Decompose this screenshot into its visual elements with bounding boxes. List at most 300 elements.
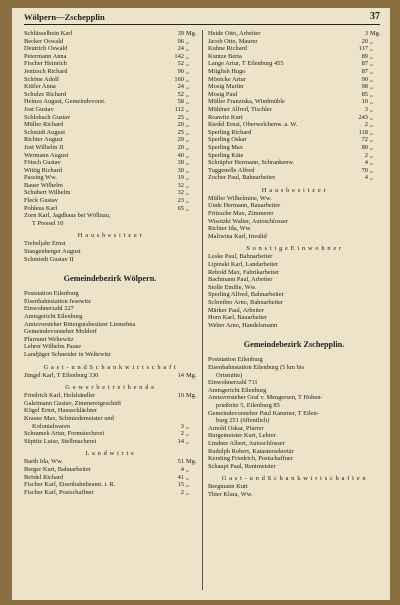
entry-area: 32 (177, 189, 184, 197)
entry-row (24, 290, 196, 298)
entry-name: Wermann August (24, 151, 69, 159)
entry-row (208, 322, 380, 330)
entry-name: Schaupt Paul, Rentmeister (208, 462, 276, 470)
entry-area: 52 (177, 60, 184, 68)
entry-name: Wittig Richard (24, 166, 62, 174)
entry-unit: „ (186, 83, 189, 91)
entry-name: Rudolph Robert, Katastersekretär (208, 447, 294, 455)
running-header (24, 12, 380, 25)
entry-row (24, 240, 196, 248)
entry-name: Pohleus Karl (24, 204, 58, 212)
entry-row (208, 425, 380, 433)
entry-area: 80 (361, 143, 368, 151)
entry-area: 24 (177, 45, 184, 53)
entry-row (208, 394, 380, 402)
entry-row (24, 106, 196, 114)
entry-unit: „ (186, 174, 189, 182)
entry-row (24, 481, 196, 489)
entry-row (208, 233, 380, 241)
entry-row (24, 60, 196, 68)
district-title-zschepplin: Gemeindebezirk Zschepplin. (243, 340, 345, 350)
entry-row (208, 218, 380, 226)
entry-name: Barth Ida, Ww. (24, 458, 63, 466)
entry-name: Kuhne Richard (208, 45, 247, 53)
entry-row (208, 174, 380, 182)
district-info-list (208, 356, 380, 470)
entry-name: Zorn Karl, Jagdhaus bei Wöllnau, (24, 212, 111, 220)
entry-unit: „ (370, 159, 373, 167)
entry-unit: „ (186, 166, 189, 174)
entry-area: 4 (180, 465, 184, 473)
entry-name: Süptitz Luise, Stellmacherei (24, 437, 97, 445)
entry-row (208, 253, 380, 261)
entry-name: Wisotzki Walter, Autoschlosser (208, 217, 288, 225)
entry-name: Lehrer Wilhelm Pause (24, 343, 82, 351)
entry-area: 90 (177, 67, 184, 75)
entry-row (208, 202, 380, 210)
entry-row (24, 167, 196, 175)
entry-name: Schramek Artur, Formstecherei (24, 430, 105, 438)
entry-area: 243 (358, 113, 368, 121)
entry-name: Mönicke Artur (208, 75, 246, 83)
entry-row (24, 91, 196, 99)
entry-row (24, 458, 196, 466)
entry-row (24, 415, 196, 423)
entry-area: 58 (177, 98, 184, 106)
entry-row (208, 91, 380, 99)
book-page (12, 8, 390, 600)
entry-name: Richter August (24, 136, 63, 144)
entry-name: Stolle Emilie, Ww. (208, 283, 257, 291)
entry-name: Horn Karl, Bauarbeiter (208, 314, 268, 322)
entry-name: Märker Paul, Arbeiter (208, 306, 264, 314)
entry-name: Schlüsselbein Karl (24, 30, 73, 37)
entry-name: Krause Max, Schmiedemeister und (24, 414, 114, 422)
entry-name: Kuntze Berta (208, 52, 242, 60)
entry-unit: „ (370, 113, 373, 121)
entry-unit: „ (186, 136, 189, 144)
entry-name: Sperling Richard (208, 128, 252, 136)
entry-area: 15 (177, 481, 184, 489)
entry-name: Fötsch Gustav (24, 159, 61, 167)
entry-row (24, 248, 196, 256)
landowner-list (208, 30, 380, 182)
entry-row (24, 205, 196, 213)
entry-row (24, 220, 196, 228)
entry-row (208, 410, 380, 418)
entry-name: Thier Klara, Ww. (208, 490, 253, 498)
entry-unit: „ (186, 481, 189, 489)
entry-name: Mosig Martin (208, 83, 244, 91)
entry-name: Galeimann Gustav, Zimmereigeschäft (24, 399, 122, 407)
entry-row (24, 121, 196, 129)
entry-row (24, 136, 196, 144)
entry-row (208, 417, 380, 425)
entry-unit: „ (370, 67, 373, 75)
entry-name: Bergmann Kurt (208, 483, 248, 491)
entry-name: Gemeindevorsteher Moldorf (24, 328, 97, 336)
entry-row (208, 483, 380, 491)
entry-row (208, 30, 380, 38)
entry-unit: „ (370, 90, 373, 98)
entry-area: 20 (361, 37, 368, 45)
entry-name: Sperling Oskar (208, 136, 247, 144)
district-info-list (24, 290, 196, 358)
entry-unit: „ (186, 204, 189, 212)
entry-area: 30 (177, 166, 184, 174)
entry-name: Brödel Richard (24, 473, 64, 481)
entry-row (24, 159, 196, 167)
entry-area: 4 (364, 174, 368, 182)
entry-name: Jost Wilhelm II (24, 143, 64, 151)
gewerbe-list (24, 392, 196, 445)
entry-area: 30 (177, 159, 184, 167)
entry-name: Heinze August, Gemeindevorst. (24, 98, 106, 106)
entry-name: Ortsmitte) (216, 371, 243, 379)
entry-name: Maliwina Karl, Invalid (208, 232, 267, 240)
entry-name: Jacob Otto, Maurer (208, 37, 258, 45)
entry-area: 2 (364, 151, 368, 159)
entry-row (208, 53, 380, 61)
section-heading-sonstige-einwohner: S o n s t i g e E i n w o h n e r (246, 245, 342, 253)
entry-row (24, 474, 196, 482)
district-title-woelpern: Gemeindebezirk Wölpern. (63, 274, 157, 284)
entry-name: Fischer Heinrich (24, 60, 67, 68)
entry-row (208, 114, 380, 122)
section-heading-gastwirtschaften: G a s t - u n d S c h a n k w i r t s c h a f t e n (221, 475, 367, 483)
landowner-list (24, 30, 196, 227)
entry-unit: „ (370, 174, 373, 182)
entry-row (208, 299, 380, 307)
entry-area: 24 (177, 83, 184, 91)
entry-row (24, 438, 196, 446)
entry-name: Einwohnerzahl 227 (24, 305, 74, 313)
entry-unit: „ (370, 98, 373, 106)
entry-name: Kolonialwaren (32, 422, 70, 430)
entry-name: Tuggenelle Alfred (208, 166, 255, 174)
entry-name: Schlobach Gustav (24, 113, 71, 121)
entry-row (24, 298, 196, 306)
entry-row (208, 432, 380, 440)
entry-row (24, 144, 196, 152)
entry-row (24, 212, 196, 220)
entry-row (24, 489, 196, 497)
section-heading-gewerbetreibende: G e w e r b e t r e i b e n d e (65, 384, 155, 392)
entry-row (208, 225, 380, 233)
entry-name: Schubert Wilhelm (24, 189, 71, 197)
entry-row (208, 491, 380, 499)
entry-name: Trebeljahr Ernst (24, 240, 66, 248)
entry-area: 85 (361, 90, 368, 98)
entry-row (208, 38, 380, 46)
entry-area: 87 (361, 60, 368, 68)
entry-row (208, 98, 380, 106)
entry-row (24, 129, 196, 137)
entry-row (208, 152, 380, 160)
entry-name: Amtsgericht Eilenburg (24, 313, 83, 320)
entry-name: prießnitz 5, Eilenburg 85 (216, 401, 280, 409)
entry-unit: „ (370, 151, 373, 159)
entry-unit: „ (186, 67, 189, 75)
entry-row (208, 379, 380, 387)
entry-row (208, 129, 380, 137)
entry-row (208, 195, 380, 203)
section-heading-hausbesitzer: H a u s b e s i t z e r (261, 186, 327, 194)
entry-name: Fritzsche Max, Zimmerer (208, 210, 274, 218)
entry-unit: „ (186, 37, 189, 45)
section-heading-landwirte: L a n d w i r t e (85, 450, 135, 458)
entry-row (24, 328, 196, 336)
entry-row (208, 463, 380, 471)
entry-row (24, 430, 196, 438)
entry-name: Riedel Ernst, Oberwelchenw. a. W. (208, 121, 298, 129)
entry-row (24, 407, 196, 415)
entry-row (208, 387, 380, 395)
entry-unit: „ (186, 75, 189, 83)
entry-row (208, 136, 380, 144)
entry-name: Leske Paul, Bahnarbeiter (208, 253, 273, 261)
entry-name: Berger Kurt, Bahnarbeiter (24, 465, 91, 473)
entry-unit: „ (186, 143, 189, 151)
entry-row (24, 53, 196, 61)
entry-row (208, 68, 380, 76)
entry-area: 2 (180, 488, 184, 496)
entry-name: Poststation Eilenburg (24, 290, 79, 298)
entry-name: Sperling Max (208, 143, 243, 151)
entry-name: Kögel Ernst, Hausschlächter (24, 407, 97, 415)
entry-row (24, 351, 196, 359)
entry-row (208, 364, 380, 372)
entry-name: Arnold Oskar, Pfarrer (208, 424, 264, 432)
entry-row (24, 45, 196, 53)
entry-name: Weber Arno, Handelsmann (208, 321, 278, 329)
entry-row (208, 159, 380, 167)
entry-unit: „ (370, 37, 373, 45)
landwirte-list (24, 458, 196, 496)
entry-name: Becker Oswald (24, 37, 64, 45)
entry-row (208, 144, 380, 152)
entry-row (208, 269, 380, 277)
entry-name: Müller Franziska, Windmühle (208, 98, 285, 106)
entry-unit: „ (370, 121, 373, 129)
entry-area: 14 (177, 437, 184, 445)
entry-name: Poststation Eilenburg (208, 356, 263, 364)
column-divider (202, 30, 203, 590)
entry-area: 87 (361, 67, 368, 75)
entry-row (24, 76, 196, 84)
page-number: 37 (370, 11, 380, 22)
entry-area: 41 (177, 473, 184, 481)
entry-name: Gemeindevorsteher Paul Kammer, T Eilen- (208, 409, 319, 417)
entry-area: 10 (361, 98, 368, 106)
entry-name: Zocher Paul, Bahnarbeiter (208, 174, 276, 182)
entry-unit: „ (186, 422, 189, 430)
entry-name: Bachmann Paul, Arbeiter (208, 276, 273, 284)
entry-name: Jentzsch Richard (24, 67, 68, 75)
entry-name: Müller Richard (24, 121, 64, 129)
entry-name: Lange Artur, T Eilenburg 455 (208, 60, 284, 68)
entry-unit: Mg. (186, 371, 196, 379)
entry-name: Lindner Albert, Autoschlosser (208, 439, 285, 447)
entry-row (24, 321, 196, 329)
entry-area: 2 (180, 430, 184, 438)
entry-area: 52 (177, 90, 184, 98)
entry-area: 4 (364, 159, 368, 167)
entry-name: T Pressel 10 (32, 219, 64, 227)
entry-name: Passing Ww. (24, 174, 57, 182)
entry-name: Roawitz Kurt (208, 113, 243, 121)
entry-name: Sperling Alfred, Bahnarbeiter (208, 291, 284, 299)
entry-area: 3 (180, 422, 184, 430)
entry-row (208, 60, 380, 68)
entry-area: 65 (177, 204, 184, 212)
entry-area: 25 (177, 128, 184, 136)
entry-unit: „ (186, 52, 189, 60)
entry-name: Jost Gustav (24, 105, 54, 113)
entry-row (24, 256, 196, 264)
entry-name: Amtsvorsteher Graf v. Mengersen, T Hohen- (208, 394, 323, 402)
entry-name: Amtsgericht Eilenburg (208, 386, 267, 394)
entry-row (208, 455, 380, 463)
entry-row (24, 305, 196, 313)
entry-row (24, 83, 196, 91)
entry-area: 51 (177, 458, 184, 466)
entry-name: Schmidt August (24, 128, 66, 136)
entry-name: Richter Ida, Ww. (208, 225, 252, 233)
entry-unit: Mg. (186, 392, 196, 400)
entry-area: 29 (177, 136, 184, 144)
entry-unit: „ (186, 128, 189, 136)
entry-area: 98 (361, 83, 368, 91)
entry-row (24, 392, 196, 400)
entry-name: Lipinski Karl, Landarbeiter (208, 261, 279, 269)
entry-row (208, 83, 380, 91)
section-heading-hausbesitzer: H a u s b e s i t z e r (77, 232, 143, 240)
entry-unit: „ (186, 60, 189, 68)
entry-unit: „ (370, 136, 373, 144)
entry-row (208, 284, 380, 292)
entry-name: Mühlner Alfred, Tischler (208, 105, 272, 113)
sonstige-list (208, 253, 380, 329)
entry-unit: „ (186, 121, 189, 129)
entry-unit: „ (186, 189, 189, 197)
entry-unit: „ (186, 473, 189, 481)
entry-name: burg 251 (öffentlich) (216, 417, 270, 425)
entry-row (208, 402, 380, 410)
entry-row (208, 372, 380, 380)
entry-row (208, 121, 380, 129)
entry-unit: „ (186, 105, 189, 113)
entry-name: Einwohnerzahl 711 (208, 379, 258, 387)
entry-name: Mitglish Hugo (208, 67, 246, 75)
entry-name: Fischer Karl, Eisenbahnbeamt. i. R. (24, 481, 116, 489)
entry-unit: Mg. (370, 30, 380, 37)
entry-row (208, 276, 380, 284)
entry-area: 20 (177, 121, 184, 129)
entry-unit: „ (370, 83, 373, 91)
entry-row (24, 182, 196, 190)
entry-row (208, 291, 380, 299)
entry-name: Kittler Anna (24, 83, 56, 91)
entry-area: 89 (361, 52, 368, 60)
entry-unit: „ (370, 45, 373, 53)
entry-name: Pfarramt Weltewitz (24, 335, 74, 343)
entry-area: 39 (177, 30, 184, 37)
entry-name: Heide Otto, Arbeiter (208, 30, 261, 37)
entry-row (208, 167, 380, 175)
entry-row (24, 423, 196, 431)
entry-unit: „ (186, 465, 189, 473)
entry-row (208, 76, 380, 84)
entry-row (208, 314, 380, 322)
entry-unit: „ (186, 197, 189, 205)
entry-name: Deutrich Oswald (24, 45, 68, 53)
entry-name: Schulze Richard (24, 90, 67, 98)
entry-row (24, 189, 196, 197)
entry-area: 32 (177, 181, 184, 189)
entry-name: Landjäger Schneider in Weltewitz (24, 350, 111, 358)
gastwirtschaft-list (24, 372, 196, 380)
entry-name: Eisenbahnstation Jesewitz (24, 297, 91, 305)
entry-name: Unde Hermann, Bauarbeiter (208, 202, 281, 210)
entry-unit: „ (186, 151, 189, 159)
entry-area: 25 (177, 113, 184, 121)
entry-area: 90 (361, 75, 368, 83)
entry-area: 142 (174, 52, 184, 60)
entry-unit: „ (370, 52, 373, 60)
entry-row (208, 448, 380, 456)
entry-name: Rebold Max, Fabrikarbeiter (208, 268, 280, 276)
entry-name: Bauer Wilhelm (24, 181, 63, 189)
entry-row (24, 114, 196, 122)
entry-row (24, 68, 196, 76)
entry-area: 3 (364, 30, 368, 37)
entry-row (24, 30, 196, 38)
entry-name: Schräpfer Hermann, Schrankenw. (208, 159, 295, 167)
entry-name: Sperling Käte (208, 151, 244, 159)
entry-row (24, 313, 196, 321)
entry-name: Stangenberger August (24, 248, 81, 256)
entry-area: 70 (361, 166, 368, 174)
entry-area: 14 (177, 371, 184, 379)
entry-name: Burgemeister Kurt, Lehrer (208, 432, 276, 440)
entry-row (24, 152, 196, 160)
entry-row (24, 336, 196, 344)
entry-unit: „ (370, 166, 373, 174)
right-column (208, 30, 380, 498)
entry-name: Amtsvorsteher Rittergutsbesitzer Liemehna (24, 320, 136, 328)
entry-area: 40 (177, 151, 184, 159)
entry-row (24, 98, 196, 106)
entry-unit: „ (370, 60, 373, 68)
entry-unit: „ (186, 181, 189, 189)
entry-row (208, 440, 380, 448)
entry-area: 2 (364, 121, 368, 129)
running-title: Wölpern—Zschepplin (24, 12, 105, 22)
entry-name: Schreiber Arno, Bahnarbeiter (208, 299, 284, 306)
entry-row (24, 466, 196, 474)
hausbesitzer-list (24, 240, 196, 263)
entry-area: 117 (358, 45, 368, 53)
entry-row (208, 210, 380, 218)
entry-unit: „ (186, 45, 189, 53)
entry-area: 23 (177, 197, 184, 205)
entry-row (24, 197, 196, 205)
entry-area: 19 (177, 174, 184, 182)
entry-name: Schöne Adolf (24, 75, 59, 83)
entry-row (208, 307, 380, 315)
entry-area: 160 (174, 75, 184, 83)
